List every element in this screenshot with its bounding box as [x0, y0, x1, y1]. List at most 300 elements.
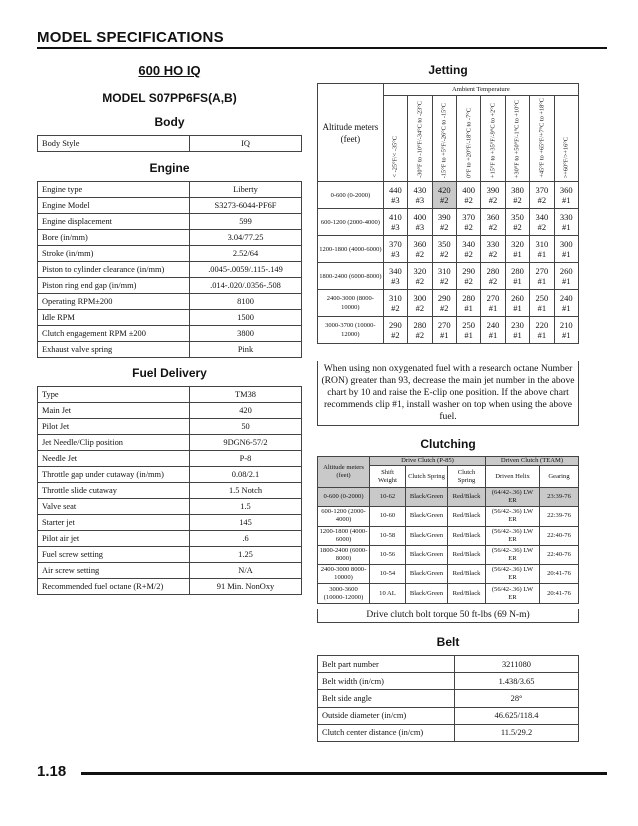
altitude-cell: 2400-3000 (8000-10000) — [318, 290, 384, 317]
clip-position-value: #1 — [537, 303, 547, 313]
driven-spring-cell: Red/Black — [448, 507, 486, 526]
clip-position-value: #2 — [439, 276, 449, 286]
altitude-cell: 1800-2400 (6000-8000) — [318, 545, 370, 564]
main-jet-value: 430 — [413, 185, 427, 195]
engine-table — [37, 181, 302, 358]
jetting-row — [318, 317, 579, 344]
clip-position-value: #2 — [488, 249, 498, 259]
clip-position-value: #2 — [513, 195, 522, 205]
page-number: 1.18 — [37, 763, 67, 780]
gearing-cell: 22:40-76 — [540, 526, 579, 545]
jet-cell — [432, 182, 456, 209]
clutch-altitude-header: Altitude meters (feet) — [318, 457, 370, 488]
temperature-header — [481, 96, 505, 182]
altitude-cell: 600-1200 (2000-4000) — [318, 507, 370, 526]
jet-cell — [554, 263, 578, 290]
jet-cell — [432, 236, 456, 263]
clip-position-value: #2 — [415, 303, 425, 313]
main-jet-value: 390 — [486, 185, 500, 195]
jet-cell — [505, 290, 529, 317]
clip-position-value: #2 — [537, 195, 547, 205]
footer-divider — [81, 772, 607, 775]
jet-cell — [554, 290, 578, 317]
ambient-header: Ambient Temperature — [383, 84, 578, 96]
spec-value: .6 — [190, 531, 302, 547]
jet-cell — [383, 317, 407, 344]
spec-label: Pilot air jet — [38, 531, 190, 547]
clip-position-value: #2 — [464, 276, 473, 286]
main-jet-value: 290 — [389, 320, 402, 330]
altitude-cell: 600-1200 (2000-4000) — [318, 209, 384, 236]
spec-row — [38, 198, 302, 214]
main-jet-value: 340 — [389, 266, 402, 276]
altitude-cell: 1800-2400 (6000-8000) — [318, 263, 384, 290]
temperature-header — [408, 96, 432, 182]
clip-position-value: #2 — [464, 249, 473, 259]
clip-position-value: #1 — [513, 276, 522, 286]
clip-position-value: #1 — [562, 303, 571, 313]
jet-cell — [456, 317, 480, 344]
main-jet-value: 370 — [389, 239, 402, 249]
jet-cell — [432, 209, 456, 236]
main-jet-value: 340 — [535, 212, 549, 222]
spec-label: Starter jet — [38, 515, 190, 531]
shift-weight-header: Shift Weight — [370, 466, 406, 488]
spec-label: Outside diameter (in/cm) — [318, 707, 455, 724]
main-jet-value: 320 — [413, 266, 427, 276]
main-jet-value: 250 — [535, 293, 549, 303]
spec-row — [38, 262, 302, 278]
temperature-header — [432, 96, 456, 182]
driven-helix-cell: (56/42-.36) LW ER — [486, 507, 540, 526]
spec-label: Throttle gap under cutaway (in/mm) — [38, 467, 190, 483]
jet-cell — [408, 209, 432, 236]
spec-row — [38, 326, 302, 342]
clip-position-value: #1 — [464, 330, 473, 340]
clip-position-value: #3 — [391, 222, 400, 232]
spec-row — [318, 707, 579, 724]
driven-helix-cell: (56/42-.36) LW ER — [486, 545, 540, 564]
spec-value: 46.625/118.4 — [455, 707, 579, 724]
jet-cell — [408, 182, 432, 209]
spec-row — [38, 547, 302, 563]
main-jet-value: 270 — [486, 293, 500, 303]
jetting-table — [317, 83, 579, 344]
jet-cell — [383, 182, 407, 209]
jetting-row — [318, 290, 579, 317]
spec-label: Body Style — [38, 136, 190, 152]
spec-row — [38, 182, 302, 198]
main-jet-value: 310 — [535, 239, 549, 249]
clip-position-value: #2 — [415, 330, 425, 340]
main-jet-value: 440 — [389, 185, 402, 195]
belt-heading: Belt — [436, 635, 460, 649]
spec-label: Type — [38, 387, 190, 403]
spec-value: 420 — [190, 403, 302, 419]
main-jet-value: 360 — [559, 185, 573, 195]
spec-row — [38, 342, 302, 358]
main-jet-value: 280 — [511, 266, 524, 276]
jet-cell — [408, 290, 432, 317]
clutching-row — [318, 584, 579, 603]
clutching-table — [317, 456, 579, 604]
spec-row — [38, 294, 302, 310]
spec-row — [318, 673, 579, 690]
clip-position-value: #1 — [439, 330, 449, 340]
driven-spring-cell: Red/Black — [448, 526, 486, 545]
temperature-label: +15°F to +35°F/-9°C to +2°C — [489, 103, 497, 178]
spec-value: 3800 — [190, 326, 302, 342]
temperature-label: 0°F to +20°F/-18°C to -7°C — [465, 108, 473, 178]
gearing-cell: 22:40-76 — [540, 545, 579, 564]
jet-cell — [481, 209, 505, 236]
driven-spring-cell: Red/Black — [448, 584, 486, 603]
main-jet-value: 330 — [559, 212, 573, 222]
spec-row — [38, 483, 302, 499]
spec-label: Engine Model — [38, 198, 190, 214]
spec-label: Fuel screw setting — [38, 547, 190, 563]
shift-weight-cell: 10 AL — [370, 584, 406, 603]
clutching-row — [318, 565, 579, 584]
altitude-cell: 1200-1800 (4000-6000) — [318, 526, 370, 545]
driven-spring-cell: Red/Black — [448, 488, 486, 507]
temperature-header — [456, 96, 480, 182]
spec-label: Operating RPM±200 — [38, 294, 190, 310]
spec-value: TM38 — [190, 387, 302, 403]
jet-cell — [505, 263, 529, 290]
altitude-cell: 3000-3700 (10000-12000) — [318, 317, 384, 344]
spec-value: 28° — [455, 690, 579, 707]
spec-label: Main Jet — [38, 403, 190, 419]
main-jet-value: 360 — [486, 212, 500, 222]
clip-position-value: #2 — [439, 222, 449, 232]
spec-row — [38, 531, 302, 547]
spec-label: Belt side angle — [318, 690, 455, 707]
body-table — [37, 135, 302, 152]
spec-label: Recommended fuel octane (R+M/2) — [38, 579, 190, 595]
main-jet-value: 300 — [413, 293, 427, 303]
jet-cell — [530, 209, 554, 236]
main-jet-value: 270 — [437, 320, 451, 330]
jet-cell — [408, 263, 432, 290]
jet-cell — [481, 290, 505, 317]
clip-position-value: #1 — [513, 330, 522, 340]
temperature-label: < -25°F/< -35°C — [391, 136, 399, 178]
spec-value: S3273-6044-PF6F — [190, 198, 302, 214]
altitude-cell: 1200-1800 (4000-6000) — [318, 236, 384, 263]
clip-position-value: #1 — [562, 276, 571, 286]
clip-position-value: #2 — [488, 276, 498, 286]
spec-value: N/A — [190, 563, 302, 579]
clip-position-value: #1 — [537, 330, 547, 340]
spec-value: IQ — [190, 136, 302, 152]
spec-label: Engine displacement — [38, 214, 190, 230]
spec-value: 145 — [190, 515, 302, 531]
main-jet-value: 210 — [559, 320, 573, 330]
gearing-header: Gearing — [540, 466, 579, 488]
clip-position-value: #1 — [562, 249, 571, 259]
jet-cell — [456, 263, 480, 290]
spec-value: 1.5 — [190, 499, 302, 515]
main-jet-value: 260 — [559, 266, 573, 276]
main-jet-value: 380 — [511, 185, 524, 195]
jetting-note: When using non oxygenated fuel with a research octane Number (RON) greater than 93, decrease the main jet number in the above chart by 10 and raise the E-clip one position. If the above chart recommends clip #1, install washer on top when using the above fuel. — [317, 361, 579, 426]
main-jet-value: 410 — [389, 212, 402, 222]
clip-position-value: #2 — [391, 303, 400, 313]
clip-position-value: #3 — [415, 195, 425, 205]
clutch-torque-note: Drive clutch bolt torque 50 ft-lbs (69 N-m) — [317, 609, 579, 623]
spec-row — [38, 419, 302, 435]
clip-position-value: #2 — [415, 249, 425, 259]
spec-value: 50 — [190, 419, 302, 435]
spec-value: 0.08/2.1 — [190, 467, 302, 483]
clip-position-value: #3 — [391, 249, 400, 259]
jetting-row — [318, 182, 579, 209]
jet-cell — [530, 290, 554, 317]
shift-weight-cell: 10-62 — [370, 488, 406, 507]
main-jet-value: 290 — [437, 293, 451, 303]
main-jet-value: 270 — [535, 266, 549, 276]
temperature-label: -15°F to +5°F/-26°C to -15°C — [440, 102, 448, 178]
driven-helix-cell: (64/42-.36) LW ER — [486, 488, 540, 507]
altitude-header: Altitude meters (feet) — [318, 84, 384, 182]
clip-position-value: #1 — [537, 249, 547, 259]
clutching-heading: Clutching — [420, 437, 476, 451]
driven-helix-cell: (56/42-.36) LW ER — [486, 526, 540, 545]
jet-cell — [456, 182, 480, 209]
altitude-cell: 3000-3600 (10000-12000) — [318, 584, 370, 603]
main-jet-value: 240 — [559, 293, 573, 303]
spec-label: Belt part number — [318, 656, 455, 673]
temperature-label: -30°F to -10°F/-34°C to -23°C — [416, 101, 424, 178]
jet-cell — [408, 236, 432, 263]
driven-spring-cell: Red/Black — [448, 565, 486, 584]
clip-position-value: #1 — [562, 195, 571, 205]
spec-row — [318, 690, 579, 707]
main-jet-value: 350 — [511, 212, 524, 222]
jet-cell — [383, 263, 407, 290]
spec-label: Piston to cylinder clearance (in/mm) — [38, 262, 190, 278]
main-jet-value: 310 — [437, 266, 451, 276]
spec-value: 1.5 Notch — [190, 483, 302, 499]
jet-cell — [383, 236, 407, 263]
model-number: MODEL S07PP6FS(A,B) — [102, 91, 237, 105]
clip-position-value: #1 — [513, 249, 522, 259]
main-jet-value: 230 — [511, 320, 524, 330]
spec-row — [318, 656, 579, 673]
jet-cell — [530, 317, 554, 344]
temperature-label: +45°F to +65°F/+7°C to +18°C — [538, 98, 546, 178]
spec-row — [38, 563, 302, 579]
jet-cell — [432, 290, 456, 317]
spec-value: 1.438/3.65 — [455, 673, 579, 690]
clutching-row — [318, 545, 579, 564]
engine-heading: Engine — [149, 161, 190, 175]
spec-row — [38, 387, 302, 403]
spec-row — [38, 515, 302, 531]
spec-label: Valve seat — [38, 499, 190, 515]
spec-value: .0045-.0059/.115-.149 — [190, 262, 302, 278]
model-title: 600 HO IQ — [138, 63, 201, 78]
clip-position-value: #1 — [513, 303, 522, 313]
altitude-cell: 0-600 (0-2000) — [318, 488, 370, 507]
jet-cell — [481, 317, 505, 344]
spec-row — [38, 579, 302, 595]
main-jet-value: 330 — [486, 239, 500, 249]
spec-row — [38, 467, 302, 483]
drive-spring-cell: Black/Green — [406, 526, 448, 545]
spec-value: 3211080 — [455, 656, 579, 673]
jet-cell — [554, 182, 578, 209]
spec-label: Bore (in/mm) — [38, 230, 190, 246]
spec-label: Clutch engagement RPM ±200 — [38, 326, 190, 342]
jet-cell — [554, 317, 578, 344]
main-jet-value: 400 — [462, 185, 475, 195]
main-jet-value: 290 — [462, 266, 475, 276]
driven-helix-cell: (56/42-.36) LW ER — [486, 565, 540, 584]
drive-spring-cell: Black/Green — [406, 565, 448, 584]
jet-cell — [432, 263, 456, 290]
jetting-heading: Jetting — [428, 63, 468, 77]
driven-helix-cell: (56/42-.36) LW ER — [486, 584, 540, 603]
jet-cell — [505, 236, 529, 263]
jetting-row — [318, 236, 579, 263]
clip-position-value: #1 — [488, 303, 498, 313]
main-jet-value: 280 — [462, 293, 475, 303]
spec-row — [38, 278, 302, 294]
shift-weight-cell: 10-58 — [370, 526, 406, 545]
spec-label: Exhaust valve spring — [38, 342, 190, 358]
main-jet-value: 350 — [437, 239, 451, 249]
clip-position-value: #2 — [537, 222, 547, 232]
jet-cell — [481, 263, 505, 290]
drive-spring-cell: Black/Green — [406, 584, 448, 603]
spec-value: Liberty — [190, 182, 302, 198]
altitude-cell: 0-600 (0-2000) — [318, 182, 384, 209]
main-jet-value: 260 — [511, 293, 524, 303]
gearing-cell: 23:39-76 — [540, 488, 579, 507]
fuel-heading: Fuel Delivery — [132, 366, 207, 380]
main-jet-value: 280 — [413, 320, 427, 330]
jet-cell — [456, 236, 480, 263]
gearing-cell: 20:41-76 — [540, 565, 579, 584]
spec-label: Belt width (in/cm) — [318, 673, 455, 690]
spec-value: 599 — [190, 214, 302, 230]
jet-cell — [505, 209, 529, 236]
temperature-label: >+60°F/>+16°C — [562, 136, 570, 178]
clip-position-value: #2 — [488, 222, 498, 232]
fuel-table — [37, 386, 302, 595]
clip-position-value: #2 — [439, 303, 449, 313]
clutching-row — [318, 507, 579, 526]
jet-cell — [383, 209, 407, 236]
main-jet-value: 400 — [413, 212, 427, 222]
spec-value: 2.52/64 — [190, 246, 302, 262]
main-jet-value: 360 — [413, 239, 427, 249]
spec-row — [38, 246, 302, 262]
jet-cell — [505, 182, 529, 209]
jet-cell — [383, 290, 407, 317]
jetting-row — [318, 263, 579, 290]
spec-value: 9DGN6-57/2 — [190, 435, 302, 451]
jet-cell — [530, 263, 554, 290]
temperature-header — [383, 96, 407, 182]
spec-label: Pilot Jet — [38, 419, 190, 435]
clip-position-value: #1 — [537, 276, 547, 286]
jet-cell — [481, 182, 505, 209]
clip-position-value: #1 — [562, 330, 571, 340]
drive-spring-cell: Black/Green — [406, 488, 448, 507]
spec-row — [38, 310, 302, 326]
page-title: MODEL SPECIFICATIONS — [37, 29, 224, 46]
drive-spring-cell: Black/Green — [406, 507, 448, 526]
main-jet-value: 280 — [486, 266, 500, 276]
clip-position-value: #2 — [439, 249, 449, 259]
clutching-row — [318, 526, 579, 545]
spec-row — [38, 214, 302, 230]
spec-value: 1.25 — [190, 547, 302, 563]
spec-label: Clutch center distance (in/cm) — [318, 724, 455, 741]
jet-cell — [554, 236, 578, 263]
main-jet-value: 240 — [486, 320, 500, 330]
main-jet-value: 250 — [462, 320, 475, 330]
spec-row — [318, 724, 579, 741]
clip-position-value: #3 — [391, 195, 400, 205]
spec-label: Needle Jet — [38, 451, 190, 467]
spec-label: Air screw setting — [38, 563, 190, 579]
clip-position-value: #1 — [562, 222, 571, 232]
main-jet-value: 320 — [511, 239, 524, 249]
jet-cell — [481, 236, 505, 263]
spec-row — [38, 435, 302, 451]
drive-spring-cell: Black/Green — [406, 545, 448, 564]
jet-cell — [456, 290, 480, 317]
spec-value: P-8 — [190, 451, 302, 467]
spec-row — [38, 403, 302, 419]
main-jet-value: 220 — [535, 320, 549, 330]
temperature-label: +30°F to +50°F/-1°C to +10°C — [513, 99, 521, 178]
spec-label: Jet Needle/Clip position — [38, 435, 190, 451]
jet-cell — [456, 209, 480, 236]
main-jet-value: 340 — [462, 239, 475, 249]
clutching-row — [318, 488, 579, 507]
belt-table — [317, 655, 579, 742]
clip-position-value: #1 — [464, 303, 473, 313]
gearing-cell: 20:41-76 — [540, 584, 579, 603]
temperature-header — [530, 96, 554, 182]
clip-position-value: #3 — [391, 276, 400, 286]
body-heading: Body — [154, 115, 185, 129]
spec-value: 3.04/77.25 — [190, 230, 302, 246]
jet-cell — [408, 317, 432, 344]
spec-label: Throttle slide cutaway — [38, 483, 190, 499]
driven-spring-cell: Red/Black — [448, 545, 486, 564]
main-jet-value: 370 — [462, 212, 475, 222]
gearing-cell: 22:39-76 — [540, 507, 579, 526]
driven-spring-header: Clutch Spring — [448, 466, 486, 488]
spec-value: 8100 — [190, 294, 302, 310]
jet-cell — [554, 209, 578, 236]
clip-position-value: #3 — [415, 222, 425, 232]
shift-weight-cell: 10-54 — [370, 565, 406, 584]
spec-row — [38, 230, 302, 246]
spec-value: 11.5/29.2 — [455, 724, 579, 741]
shift-weight-cell: 10-60 — [370, 507, 406, 526]
clip-position-value: #2 — [464, 222, 473, 232]
main-jet-value: 300 — [559, 239, 573, 249]
spec-value: 1500 — [190, 310, 302, 326]
spec-row — [38, 451, 302, 467]
